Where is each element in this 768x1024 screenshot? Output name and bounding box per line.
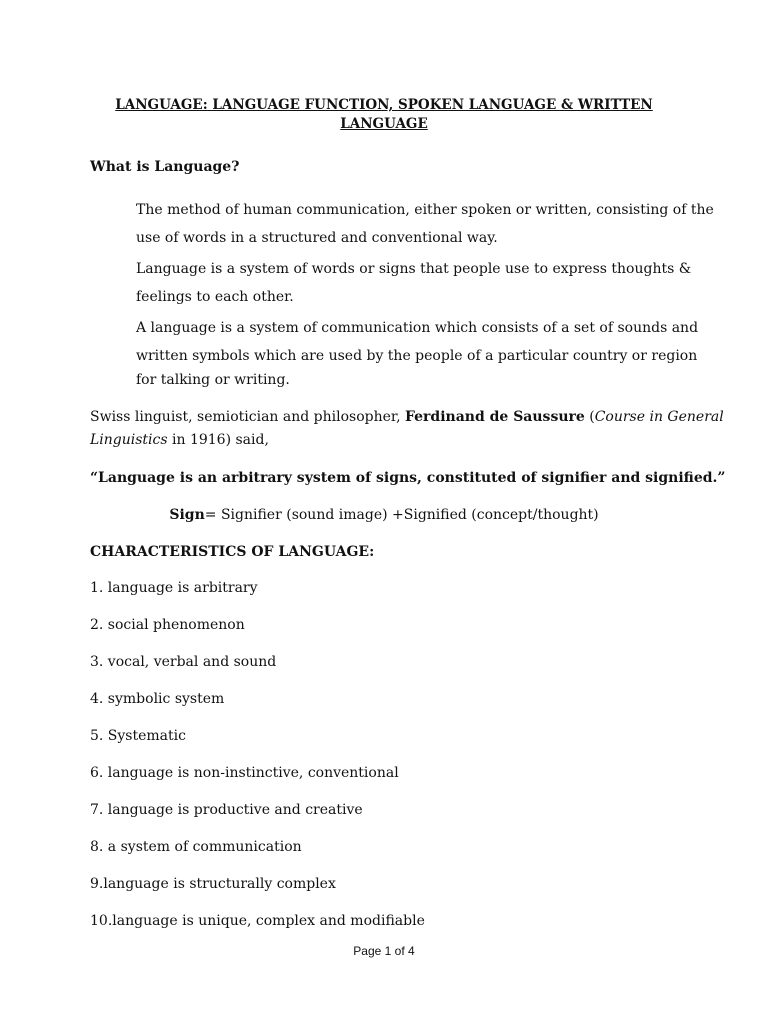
document-title-line-2: LANGUAGE (340, 116, 428, 132)
section-heading-what-is-language: What is Language? (90, 159, 240, 175)
saussure-suffix: in 1916) said, (167, 432, 269, 448)
characteristic-item: 4. symbolic system (90, 691, 225, 707)
section-heading-characteristics: CHARACTERISTICS OF LANGUAGE: (90, 544, 375, 560)
bullet-1-line-2: use of words in a structured and conventional way. (136, 230, 498, 246)
bullet-3-line-1: A language is a system of communication which consists of a set of sounds and (136, 320, 699, 336)
bullet-2-line-1: Language is a system of words or signs that people use to express thoughts & (136, 261, 692, 277)
saussure-book-title-part-1: Course in General (594, 409, 724, 425)
characteristic-item: 5. Systematic (90, 728, 186, 744)
sign-label: Sign (169, 507, 205, 523)
saussure-prefix: Swiss linguist, semiotician and philosopher, (90, 409, 405, 425)
characteristic-item: 2. social phenomenon (90, 617, 245, 633)
sign-definition: = Signifier (sound image) +Signified (concept/thought) (204, 507, 599, 523)
document-title-line-1: LANGUAGE: LANGUAGE FUNCTION, SPOKEN LANGUAGE & WRITTEN (115, 97, 653, 113)
characteristic-item: 1. language is arbitrary (90, 580, 258, 596)
saussure-paragraph-line-1 (90, 408, 724, 426)
characteristic-item: 7. language is productive and creative (90, 802, 363, 818)
page-number-footer: Page 1 of 4 (353, 944, 415, 958)
bullet-2-line-2: feelings to each other. (136, 289, 294, 305)
characteristic-item: 8. a system of communication (90, 839, 302, 855)
saussure-book-title-part-2: Linguistics (90, 432, 168, 448)
saussure-quote: “Language is an arbitrary system of signs, constituted of signifier and signified.” (90, 470, 726, 486)
saussure-name: Ferdinand de Saussure (404, 409, 585, 425)
characteristic-item: 3. vocal, verbal and sound (90, 654, 277, 670)
bullet-3-line-3: for talking or writing. (136, 372, 290, 388)
sign-formula (0, 506, 768, 524)
saussure-paragraph-line-2 (90, 431, 269, 449)
saussure-paren-open: ( (584, 409, 595, 425)
characteristic-item: 6. language is non-instinctive, conventional (90, 765, 399, 781)
bullet-3-line-2: written symbols which are used by the people of a particular country or region (136, 348, 698, 364)
characteristic-item: 10.language is unique, complex and modifiable (90, 913, 425, 929)
bullet-1-line-1: The method of human communication, either spoken or written, consisting of the (136, 202, 714, 218)
characteristic-item: 9.language is structurally complex (90, 876, 336, 892)
